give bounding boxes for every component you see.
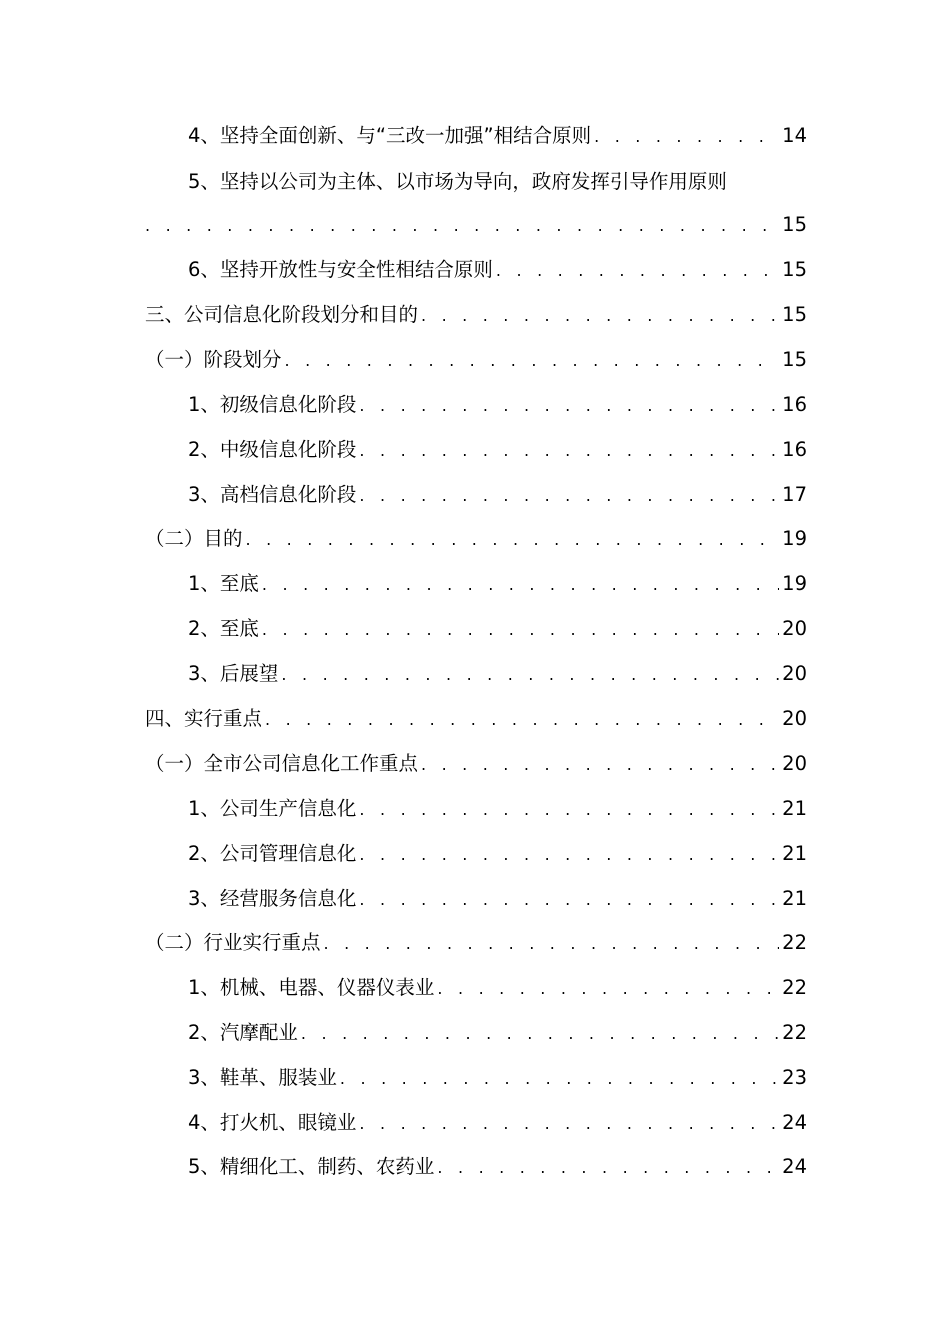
toc-entry[interactable] [188, 480, 807, 510]
toc-entry-page: 24 [782, 1111, 807, 1134]
toc-entry-page: 19 [782, 572, 807, 595]
toc-entry-title: 5、坚持以公司为主体、以市场为导向，政府发挥引导作用原则 [188, 170, 727, 193]
dot-leader [421, 750, 779, 780]
toc-entry[interactable] [188, 659, 807, 689]
dot-leader [246, 525, 780, 555]
toc-entry[interactable] [188, 1063, 807, 1093]
toc-entry[interactable] [188, 569, 807, 599]
toc-entry-page: 15 [782, 258, 807, 281]
toc-entry-title: 2、公司管理信息化 [188, 842, 357, 865]
toc-entry-page: 21 [782, 797, 807, 820]
toc-entry[interactable] [145, 345, 807, 375]
toc-entry[interactable] [188, 1018, 807, 1048]
toc-entry-page: 14 [782, 124, 807, 147]
dot-leader [340, 1064, 779, 1094]
toc-entry-title: 2、至底 [188, 617, 259, 640]
toc-entry[interactable] [188, 614, 807, 644]
toc-entry-title: 5、精细化工、制药、农药业 [188, 1155, 435, 1178]
dot-leader [359, 1109, 779, 1139]
toc-entry-title: 3、高档信息化阶段 [188, 483, 357, 506]
toc-entry[interactable] [145, 749, 807, 779]
toc-entry-title: 1、公司生产信息化 [188, 797, 357, 820]
dot-leader [285, 346, 780, 376]
dot-leader [437, 974, 779, 1004]
dot-leader [496, 256, 779, 286]
dot-leader [359, 840, 779, 870]
toc-entry[interactable] [145, 524, 807, 554]
toc-entry-page: 16 [782, 438, 807, 461]
dot-leader [359, 885, 779, 915]
toc-entry-title: （一）阶段划分 [145, 348, 282, 371]
toc-entry[interactable] [188, 1152, 807, 1182]
toc-entry[interactable] [188, 884, 807, 914]
toc-entry-title: 3、鞋革、服装业 [188, 1066, 337, 1089]
toc-entry[interactable] [188, 390, 807, 420]
toc-entry-page: 19 [782, 527, 807, 550]
toc-entry-page: 21 [782, 887, 807, 910]
toc-entry-title: 1、至底 [188, 572, 259, 595]
toc-entry-title: 6、坚持开放性与安全性相结合原则 [188, 258, 493, 281]
dot-leader [265, 705, 779, 735]
toc-entry-page: 20 [782, 707, 807, 730]
toc-entry-title: 三、公司信息化阶段划分和目的 [145, 303, 419, 326]
toc-entry-page: 16 [782, 393, 807, 416]
toc-entry-title: 四、实行重点 [145, 707, 263, 730]
dot-leader [262, 615, 779, 645]
toc-entry-title: 4、坚持全面创新、与“三改一加强”相结合原则 [188, 124, 592, 147]
dot-leader [281, 660, 779, 690]
toc-entry-page: 15 [782, 213, 807, 236]
dot-leader [359, 436, 779, 466]
toc-entry-title: 2、汽摩配业 [188, 1021, 298, 1044]
toc-entry[interactable] [188, 839, 807, 869]
toc-entry-continuation[interactable] [145, 210, 807, 240]
toc-entry-page: 22 [782, 931, 807, 954]
toc-entry-title: 2、中级信息化阶段 [188, 438, 357, 461]
dot-leader [301, 1019, 779, 1049]
toc-entry-page: 22 [782, 976, 807, 999]
toc-entry-title: （二）目的 [145, 527, 243, 550]
toc-entry[interactable] [188, 435, 807, 465]
toc-entry-title: （一）全市公司信息化工作重点 [145, 752, 419, 775]
dot-leader [145, 211, 779, 241]
dot-leader [421, 301, 779, 331]
toc-entry-title: 1、初级信息化阶段 [188, 393, 357, 416]
toc-entry-wrapped[interactable] [188, 167, 807, 197]
toc-entry[interactable] [188, 121, 807, 151]
toc-entry[interactable] [188, 794, 807, 824]
dot-leader [437, 1153, 779, 1183]
dot-leader [594, 122, 779, 152]
toc-entry[interactable] [145, 928, 807, 958]
toc-entry-title: 3、后展望 [188, 662, 279, 685]
toc-entry[interactable] [188, 255, 807, 285]
toc-entry-page: 23 [782, 1066, 807, 1089]
dot-leader [324, 929, 780, 959]
toc-entry-page: 20 [782, 752, 807, 775]
toc-entry-title: 3、经营服务信息化 [188, 887, 357, 910]
dot-leader [359, 391, 779, 421]
toc-entry[interactable] [188, 1108, 807, 1138]
toc-entry-page: 15 [782, 303, 807, 326]
toc-entry-page: 22 [782, 1021, 807, 1044]
toc-entry[interactable] [188, 973, 807, 1003]
toc-entry-page: 20 [782, 662, 807, 685]
toc-entry[interactable] [145, 704, 807, 734]
toc-entry-page: 21 [782, 842, 807, 865]
toc-entry-page: 20 [782, 617, 807, 640]
toc-entry-title: （二）行业实行重点 [145, 931, 321, 954]
dot-leader [359, 481, 779, 511]
toc-entry-page: 17 [782, 483, 807, 506]
dot-leader [262, 570, 779, 600]
toc-entry-page: 15 [782, 348, 807, 371]
dot-leader [359, 795, 779, 825]
toc-entry[interactable] [145, 300, 807, 330]
toc-entry-page: 24 [782, 1155, 807, 1178]
toc-entry-title: 1、机械、电器、仪器仪表业 [188, 976, 435, 999]
toc-entry-title: 4、打火机、眼镜业 [188, 1111, 357, 1134]
